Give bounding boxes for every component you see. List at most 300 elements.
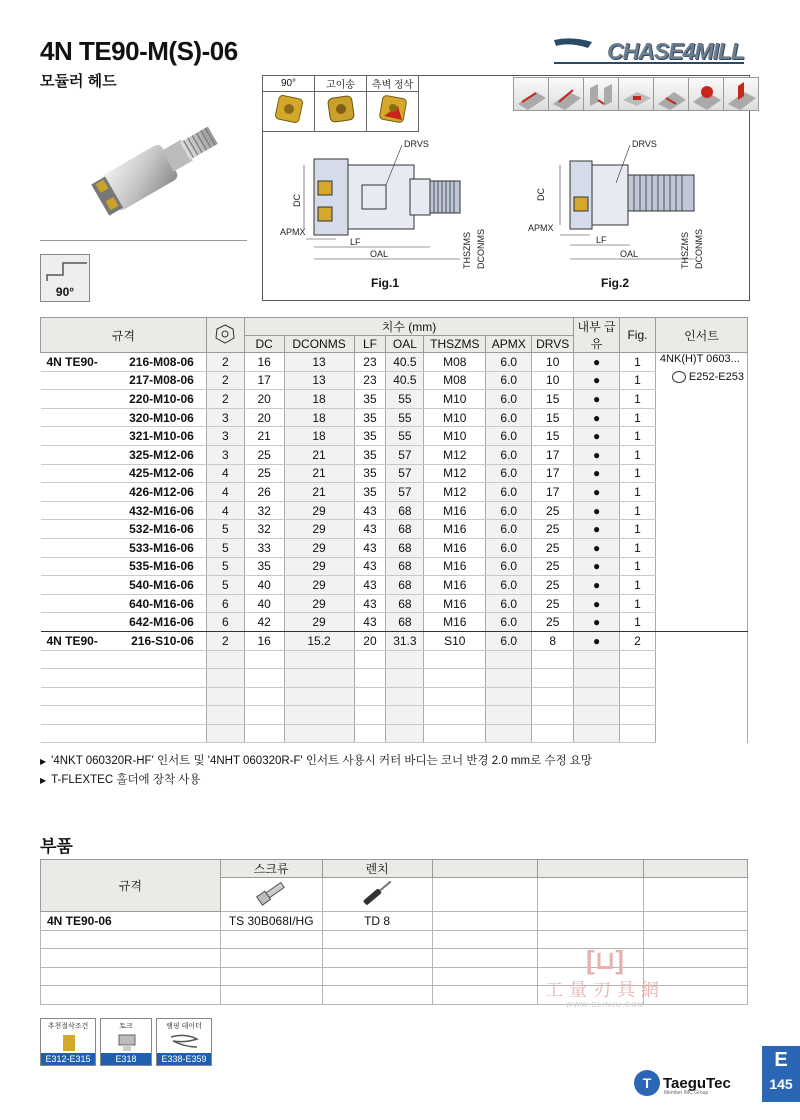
insert-icon [272,92,306,126]
spec-cell-drvs: 10 [532,353,574,372]
spec-cell-thszms: M10 [424,408,486,427]
spec-cell-oal: 68 [386,538,424,557]
spec-cell-coolant: ● [574,538,620,557]
spec-cell-drvs: 25 [532,557,574,576]
spec-cell-lf: 43 [354,613,386,632]
figure-1-label: Fig.1 [371,276,400,290]
spec-cell-fig: 1 [620,501,656,520]
spec-prefix [41,594,109,613]
screw-image-cell [220,878,322,912]
spec-prefix: 4N TE90- [41,631,109,650]
spec-cell-z: 6 [206,613,244,632]
spec-code: 532-M16-06 [108,520,206,539]
spec-cell-coolant: ● [574,631,620,650]
spec-cell-thszms: M12 [424,464,486,483]
spec-cell-drvs: 15 [532,408,574,427]
spec-cell-coolant: ● [574,445,620,464]
page-number: 145 [769,1076,793,1092]
table-row [41,408,748,427]
spec-cell-z: 4 [206,464,244,483]
spec-cell-z: 5 [206,520,244,539]
spec-cell-dconms: 15.2 [284,631,354,650]
spec-cell-thszms: M16 [424,594,486,613]
insert-type-90: 90° [263,76,315,92]
spec-cell-coolant: ● [574,520,620,539]
section-letter: E [774,1049,788,1071]
spec-cell-lf: 43 [354,557,386,576]
taegutec-sub: Member IMC Group [664,1090,709,1096]
spec-cell-dc: 26 [244,483,284,502]
spec-cell-lf: 35 [354,445,386,464]
parts-spec-header: 규격 [41,860,221,912]
bullet-triangle-icon: ▶ [40,757,47,766]
table-row [41,427,748,446]
spec-cell-oal: 57 [386,464,424,483]
watermark [540,945,670,1009]
table-row [41,464,748,483]
spec-cell-dc: 20 [244,408,284,427]
taegutec-logo [634,1070,731,1096]
spec-cell-apmx: 6.0 [486,390,532,409]
spec-cell-dconms: 13 [284,371,354,390]
spec-cell-z: 2 [206,371,244,390]
fig1-dim-dc: DC [292,194,302,207]
dim-col-header: APMX [486,336,532,353]
watermark-logo-icon: [⊔] [585,945,624,975]
table-row [41,576,748,595]
spec-cell-lf: 20 [354,631,386,650]
figure-2-drawing [520,135,740,275]
spec-code: 217-M08-06 [108,371,206,390]
table-row [41,613,748,632]
spec-cell-dconms: 29 [284,576,354,595]
insert-90-image [263,92,315,132]
spec-cell-coolant: ● [574,353,620,372]
spec-cell-apmx: 6.0 [486,464,532,483]
spec-cell-oal: 57 [386,445,424,464]
spec-prefix: 4N TE90- [41,353,109,372]
spec-cell-coolant: ● [574,464,620,483]
spec-code: 216-S10-06 [108,631,206,650]
insert-header: 인서트 [655,318,747,353]
brand-logo [552,36,748,70]
spec-cell-apmx: 6.0 [486,501,532,520]
ref-label: 추천절삭조건 [47,1023,89,1030]
spec-cell-apmx: 6.0 [486,353,532,372]
spec-code: 642-M16-06 [108,613,206,632]
spec-cell-drvs: 25 [532,613,574,632]
table-row [41,353,748,372]
insert-ref: 4NK(H)T 0603... [655,353,747,372]
table-row [41,594,748,613]
spec-cell-thszms: M12 [424,483,486,502]
spec-table [40,317,748,743]
spec-cell-z: 3 [206,427,244,446]
notes [40,752,592,790]
insert-high-feed-image [315,92,367,132]
spec-cell-apmx: 6.0 [486,371,532,390]
spec-cell-lf: 35 [354,408,386,427]
fig2-dim-dconms: DCONMS [694,229,704,269]
spec-prefix [41,390,109,409]
page-title: 4N TE90-M(S)-06 [40,36,238,66]
spec-code: 216-M08-06 [108,353,206,372]
spec-prefix [41,576,109,595]
spec-prefix [41,427,109,446]
wrench-icon [357,878,397,908]
insert-side-finish-image [367,92,419,132]
spec-cell-lf: 35 [354,464,386,483]
spec-cell-z: 2 [206,631,244,650]
spec-code: 533-M16-06 [108,538,206,557]
ref-label: 토크 [119,1023,133,1030]
insert-icon [324,92,358,126]
spec-cell-fig: 1 [620,408,656,427]
section-tab [762,1046,800,1102]
spec-code: 325-M12-06 [108,445,206,464]
spec-cell-thszms: M16 [424,501,486,520]
insert-type-high-feed: 고이송 [315,76,367,92]
spec-cell-thszms: M16 [424,520,486,539]
fig1-dim-thszms: THSZMS [462,232,472,269]
spec-cell-dconms: 29 [284,501,354,520]
spec-cell-oal: 40.5 [386,353,424,372]
shoulder-milling-icon [548,77,584,111]
angle-box [40,254,90,302]
note-item: ▶ T-FLEXTEC 홀더에 장착 사용 [40,774,201,786]
spec-cell-oal: 57 [386,483,424,502]
fig2-dim-apmx: APMX [528,223,554,233]
spec-cell-lf: 43 [354,594,386,613]
ref-cutting-conditions[interactable] [40,1018,96,1066]
spec-cell-coolant: ● [574,613,620,632]
spec-header: 규격 [41,318,207,353]
table-row [41,557,748,576]
spec-cell-thszms: M10 [424,390,486,409]
spec-cell-fig: 1 [620,427,656,446]
spec-code: 320-M10-06 [108,408,206,427]
table-row [41,669,748,688]
table-row [41,445,748,464]
spec-cell-z: 5 [206,576,244,595]
fig1-dim-apmx: APMX [280,227,306,237]
spec-cell-coolant: ● [574,371,620,390]
page-subtitle: 모듈러 헤드 [40,73,117,90]
spec-cell-thszms: M16 [424,576,486,595]
table-row [41,706,748,725]
spec-cell-fig: 1 [620,464,656,483]
dim-col-header: THSZMS [424,336,486,353]
spec-cell-dconms: 21 [284,483,354,502]
spec-code: 540-M16-06 [108,576,206,595]
spec-prefix [41,520,109,539]
spec-cell-oal: 68 [386,501,424,520]
spec-cell-lf: 43 [354,501,386,520]
figure-1-drawing [270,135,490,275]
fig2-dim-thszms: THSZMS [680,232,690,269]
spec-cell-oal: 40.5 [386,371,424,390]
spec-code: 640-M16-06 [108,594,206,613]
spec-cell-lf: 23 [354,371,386,390]
cutting-conditions-icon [41,1033,95,1053]
insert-page-link[interactable] [655,371,747,390]
teeth-count-icon [215,324,235,344]
ref-page: E312-E315 [41,1053,95,1065]
spec-cell-dc: 40 [244,594,284,613]
spec-cell-dconms: 18 [284,427,354,446]
spec-cell-thszms: M16 [424,613,486,632]
spec-cell-dc: 20 [244,390,284,409]
spec-cell-oal: 68 [386,576,424,595]
spec-cell-drvs: 8 [532,631,574,650]
spec-cell-lf: 35 [354,390,386,409]
spec-cell-dconms: 21 [284,445,354,464]
spec-cell-thszms: M10 [424,427,486,446]
screw-icon [251,878,291,908]
spec-cell-lf: 43 [354,538,386,557]
spec-cell-apmx: 6.0 [486,613,532,632]
spec-cell-fig: 1 [620,594,656,613]
spec-code: 321-M10-06 [108,427,206,446]
slotting-icon [583,77,619,111]
spec-cell-drvs: 17 [532,464,574,483]
ref-ramping-data[interactable] [156,1018,212,1066]
brand-name: CHASE4MILL [607,38,744,64]
spec-cell-dc: 21 [244,427,284,446]
ref-page: E318 [101,1053,151,1065]
bullet-triangle-icon: ▶ [40,776,47,785]
spec-prefix [41,371,109,390]
spec-cell-dconms: 13 [284,353,354,372]
screw-code: TS 30B068I/HG [220,912,322,931]
spec-cell-fig: 1 [620,538,656,557]
table-row [41,538,748,557]
spec-cell-oal: 68 [386,557,424,576]
spec-cell-coolant: ● [574,427,620,446]
spec-cell-fig: 1 [620,483,656,502]
fig2-dim-oal: OAL [620,249,639,259]
spec-prefix [41,464,109,483]
spec-cell-drvs: 25 [532,501,574,520]
spec-cell-drvs: 25 [532,520,574,539]
fig2-dim-lf: LF [596,235,607,245]
dim-col-header: DRVS [532,336,574,353]
fig1-dim-lf: LF [350,237,361,247]
spec-cell-dc: 33 [244,538,284,557]
spec-cell-dc: 32 [244,520,284,539]
spec-cell-dconms: 18 [284,390,354,409]
table-row [41,501,748,520]
spec-cell-fig: 1 [620,445,656,464]
plunging-icon [723,77,759,111]
spec-cell-fig: 1 [620,557,656,576]
spec-cell-dc: 25 [244,464,284,483]
table-row [41,687,748,706]
spec-cell-lf: 35 [354,427,386,446]
spec-cell-dc: 25 [244,445,284,464]
spec-cell-coolant: ● [574,483,620,502]
ramping-icon [653,77,689,111]
spec-cell-coolant: ● [574,594,620,613]
dim-col-header: DC [244,336,284,353]
spec-cell-apmx: 6.0 [486,427,532,446]
ref-torque[interactable] [100,1018,152,1066]
spec-cell-thszms: M08 [424,353,486,372]
spec-cell-lf: 23 [354,353,386,372]
spec-prefix [41,483,109,502]
spec-cell-drvs: 15 [532,427,574,446]
fig1-dim-dconms: DCONMS [476,229,486,269]
pocketing-icon [618,77,654,111]
spec-cell-thszms: M16 [424,538,486,557]
spec-cell-apmx: 6.0 [486,576,532,595]
spec-cell-z: 4 [206,483,244,502]
ramping-data-icon [157,1033,211,1053]
spec-cell-coolant: ● [574,408,620,427]
wrench-code: TD 8 [322,912,432,931]
operations-icons [514,77,759,111]
spec-cell-fig: 1 [620,390,656,409]
spec-cell-z: 5 [206,538,244,557]
spec-cell-oal: 68 [386,613,424,632]
spec-cell-oal: 55 [386,408,424,427]
spec-cell-z: 2 [206,353,244,372]
note-item: ▶ '4NKT 060320R-HF' 인서트 및 '4NHT 060320R-F' 인서트 사용시 커터 바디는 코너 반경 2.0 mm로 수정 요망 [40,755,593,767]
spec-cell-fig: 2 [620,631,656,650]
spec-cell-coolant: ● [574,576,620,595]
spec-cell-lf: 43 [354,520,386,539]
spec-cell-apmx: 6.0 [486,408,532,427]
dim-col-header: LF [354,336,386,353]
spec-prefix [41,408,109,427]
table-row [41,390,748,409]
spec-cell-oal: 55 [386,390,424,409]
spec-cell-dconms: 29 [284,557,354,576]
spec-cell-z: 5 [206,557,244,576]
spec-cell-apmx: 6.0 [486,520,532,539]
fig1-dim-oal: OAL [370,249,389,259]
spec-cell-apmx: 6.0 [486,631,532,650]
insert-types-table [262,75,419,132]
spec-cell-drvs: 25 [532,538,574,557]
watermark-text: 工量刃具網 [545,980,665,1000]
spec-cell-dconms: 29 [284,520,354,539]
taegutec-mark-icon: T [634,1070,660,1096]
spec-code: 425-M12-06 [108,464,206,483]
spec-cell-apmx: 6.0 [486,538,532,557]
spec-code: 220-M10-06 [108,390,206,409]
spec-cell-z: 4 [206,501,244,520]
spec-cell-coolant: ● [574,557,620,576]
spec-cell-dconms: 29 [284,613,354,632]
spec-prefix [41,557,109,576]
spec-cell-lf: 35 [354,483,386,502]
spec-cell-thszms: M12 [424,445,486,464]
ref-page: E338-E359 [157,1053,211,1065]
spec-cell-dconms: 29 [284,594,354,613]
spec-cell-drvs: 25 [532,576,574,595]
spec-cell-oal: 68 [386,594,424,613]
table-row [41,483,748,502]
taegutec-name: TaeguTec [663,1074,731,1092]
spec-cell-apmx: 6.0 [486,594,532,613]
table-row [41,371,748,390]
spec-cell-dc: 17 [244,371,284,390]
spec-cell-z: 6 [206,594,244,613]
spec-cell-dc: 40 [244,576,284,595]
table-row [41,631,748,650]
magnifier-icon [672,371,686,383]
spec-cell-drvs: 25 [532,594,574,613]
spec-cell-fig: 1 [620,520,656,539]
fig1-dim-drvs: DRVS [404,139,429,149]
face-milling-icon [513,77,549,111]
dim-col-header: DCONMS [284,336,354,353]
ref-label: 램핑 데이터 [166,1023,202,1030]
parts-code: 4N TE90-06 [41,912,221,931]
spec-code: 535-M16-06 [108,557,206,576]
figure-2-label: Fig.2 [601,276,630,290]
insert-page: E252-E253 [688,371,744,384]
table-row [41,520,748,539]
reference-links [40,1018,212,1066]
spec-cell-drvs: 17 [532,445,574,464]
spec-cell-z: 3 [206,445,244,464]
spec-prefix [41,501,109,520]
spec-cell-fig: 1 [620,576,656,595]
spec-cell-dc: 16 [244,353,284,372]
spec-prefix [41,445,109,464]
spec-cell-oal: 31.3 [386,631,424,650]
spec-cell-coolant: ● [574,501,620,520]
spec-cell-dc: 35 [244,557,284,576]
spec-cell-drvs: 15 [532,390,574,409]
spec-cell-dc: 42 [244,613,284,632]
spec-cell-apmx: 6.0 [486,445,532,464]
spec-cell-dconms: 29 [284,538,354,557]
spec-cell-dconms: 18 [284,408,354,427]
spec-cell-fig: 1 [620,613,656,632]
spec-cell-z: 3 [206,408,244,427]
spec-cell-fig: 1 [620,353,656,372]
screw-header: 스크류 [220,860,322,878]
insert-type-side-finish: 측벽 정삭 [367,76,419,92]
spec-prefix [41,538,109,557]
spec-cell-drvs: 10 [532,371,574,390]
spec-cell-thszms: M16 [424,557,486,576]
fig2-dim-drvs: DRVS [632,139,657,149]
dim-col-header: OAL [386,336,424,353]
wrench-image-cell [322,878,432,912]
spec-cell-coolant: ● [574,390,620,409]
spec-cell-apmx: 6.0 [486,557,532,576]
angle-90-icon [41,255,89,285]
teeth-header [206,318,244,353]
helical-interpolation-icon [688,77,724,111]
spec-cell-lf: 43 [354,576,386,595]
spec-cell-drvs: 17 [532,483,574,502]
spec-cell-apmx: 6.0 [486,483,532,502]
fig-header: Fig. [620,318,656,353]
coolant-header: 내부 급유 [574,318,620,353]
divider [40,240,247,241]
table-row [41,650,748,669]
parts-title: 부품 [40,837,73,856]
spec-cell-dc: 32 [244,501,284,520]
wrench-header: 렌치 [322,860,432,878]
table-row [41,724,748,743]
spec-prefix [41,613,109,632]
